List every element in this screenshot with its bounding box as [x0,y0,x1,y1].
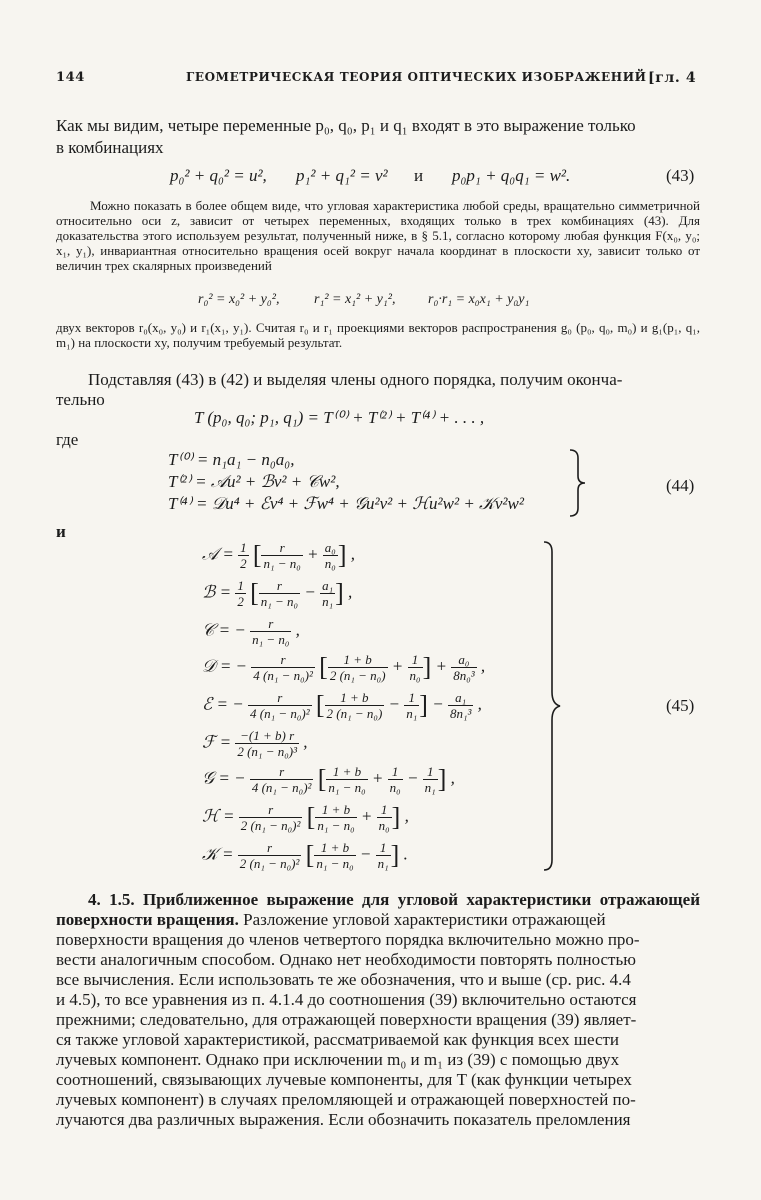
chapter-label: [гл. 4 [648,70,697,86]
intro-line-2: в комбинациях [56,138,164,157]
note-formula-3: r₀·r₁ = x₀x₁ + y₀y₁ [428,292,530,307]
section-body-1: поверхности вращения до членов четвертого порядка включительно можно про- [56,930,640,949]
eq45-row-k: 𝒦 = $\frac{r}{\text{2 (n₁ − n₀)²}}$ [ $\frac{1 + b}{\text{n₁ − n₀}}$ − $\frac{1}{\text{n₁}}$ ] . [202,840,408,871]
section-body-8: соотношений, связывающих лучевые компоненты, для T (как функции четырех [56,1070,632,1089]
section-heading [56,890,700,930]
eq45-number: (45) [666,696,695,715]
expansion-equation: T (p₀, q₀; p₁, q₁) = T⁽⁰⁾ + T⁽²⁾ + T⁽⁴⁾ + . . . , [194,408,485,427]
eq43-number: (43) [666,166,695,185]
section-body-2: вести аналогичным способом. Однако нет необходимости повторять полностью [56,950,636,969]
eq45-brace [540,540,564,872]
eq43-conj: и [414,166,424,185]
subst-line-2: тельно [56,390,105,409]
section-body-9: лучевых компонент) в случаях преломляющей и отражающей поверхностей по- [56,1090,636,1109]
section-body-3: все вычисления. Если использовать те же обозначения, что и выше (ср. рис. 4.4 [56,970,631,989]
note-paragraph: Можно показать в более общем виде, что угловая характеристика любой среды, вращательно симметричной относительно оси z, зависит от четырех переменных, входящих только в трех комбинациях (43). Для доказательства этого используем результат, полученный ниже, в § 5.1, согласно которому любая функция F(x₀, y₀; x₁, y₁), инвариантная относительно вращения осей вокруг начала координат в плоскости xy, зависит только от величин трех скалярных произведений [56,198,700,273]
eq45-row-b: ℬ = $\frac{1}{2}$ [ $\frac{r}{\text{n₁ − n₀}}$ − $\frac{\text{a₁}}{\text{n₁}}$ ] , [202,578,353,609]
section-body-7: лучевых компонент. Однако при исключении m₀ и m₁ из (39) с помощью двух [56,1050,620,1069]
eq44-t0: T⁽⁰⁾ = n₁a₁ − n₀a₀, [168,450,295,469]
eq45-row-h: ℋ = $\frac{r}{\text{2 (n₁ − n₀)²}}$ [ $\frac{1 + b}{\text{n₁ − n₀}}$ + $\frac{1}{\text{n₀}}$ ] , [202,802,409,833]
section-body-5: прежними; следовательно, для отражающей поверхности вращения (39) являет- [56,1010,637,1029]
eq45-row-c: 𝒞 = − $\frac{r}{\text{n₁ − n₀}}$ , [202,616,300,647]
eq44-number: (44) [666,476,695,495]
eq45-row-a: 𝒜 = $\frac{1}{2}$ [ $\frac{r}{\text{n₁ − n₀}}$ + $\frac{\text{a₀}}{\text{n₀}}$ ] , [202,540,355,571]
eq45-row-g: 𝒢 = − $\frac{r}{\text{4 (n₁ − n₀)²}}$ [ $\frac{1 + b}{\text{n₁ − n₀}}$ + $\frac{1}{\text{n₀}}$ − $\frac{1}{\text{n₁}}$ ] , [202,764,455,795]
note-formula-2: r₁² = x₁² + y₁², [314,292,396,307]
eq44-t2: T⁽²⁾ = 𝒜u² + ℬv² + 𝒞w², [168,472,340,491]
running-title: ГЕОМЕТРИЧЕСКАЯ ТЕОРИЯ ОПТИЧЕСКИХ ИЗОБРАЖЕНИЙ [186,70,647,84]
where-word: где [56,430,79,449]
eq43-part2: p₁² + q₁² = v² [296,166,388,185]
eq45-row-f: ℱ = $\frac{-(1 + b) r}{\text{2 (n₁ − n₀)³}}$ , [202,728,308,759]
eq45-row-d: 𝒟 = − $\frac{r}{\text{4 (n₁ − n₀)²}}$ [ $\frac{1 + b}{\text{2 (n₁ − n₀)}}$ + $\frac{1}{\text{n₀}}$ ] + $\frac{\text{a₀}}{\text{8n₀³}}$ , [202,652,486,683]
note-formula-1: r₀² = x₀² + y₀², [198,292,280,307]
section-body-0: Разложение угловой характеристики отражающей [243,910,606,929]
intro-line-1: Как мы видим, четыре переменные p₀, q₀, p₁ и q₁ входят в это выражение только [56,116,636,135]
and-word: и [56,522,66,541]
section-body-4: и 4.5), то все уравнения из п. 4.1.4 до соотношения (39) включительно остаются [56,990,637,1009]
section-body-10: лучаются два различных выражения. Если обозначить показатель преломления [56,1110,631,1129]
eq43-part1: p₀² + q₀² = u², [170,166,267,185]
note-paragraph-2: двух векторов r₀(x₀, y₀) и r₁(x₁, y₁). Считая r₀ и r₁ проекциями векторов распространения g₀ (p₀, q₀, m₀) и g₁(p₁, q₁, m₁) на плоскости xy, получим требуемый результат. [56,320,700,350]
section-title: Приближенное выражение для угловой характеристики отражающей поверхности вращения. [56,890,701,929]
eq45-row-e: ℰ = − $\frac{r}{\text{4 (n₁ − n₀)²}}$ [ $\frac{1 + b}{\text{2 (n₁ − n₀)}}$ − $\frac{1}{\text{n₁}}$ ] − $\frac{\text{a₁}}{\text{8n₁³}}$ , [202,690,482,721]
page-number: 144 [56,70,85,85]
section-body-6: ся также угловой характеристикой, рассматриваемой как функция всех шести [56,1030,620,1049]
section-number: 4. 1.5. [88,890,135,909]
subst-line-1: Подставляя (43) в (42) и выделяя члены одного порядка, получим оконча- [88,370,623,389]
eq43-part3: p₀p₁ + q₀q₁ = w². [452,166,571,185]
eq44-brace [566,448,588,518]
eq44-t4: T⁽⁴⁾ = 𝒟u⁴ + ℰv⁴ + ℱw⁴ + 𝒢u²v² + ℋu²w² + 𝒦v²w² [168,494,524,513]
